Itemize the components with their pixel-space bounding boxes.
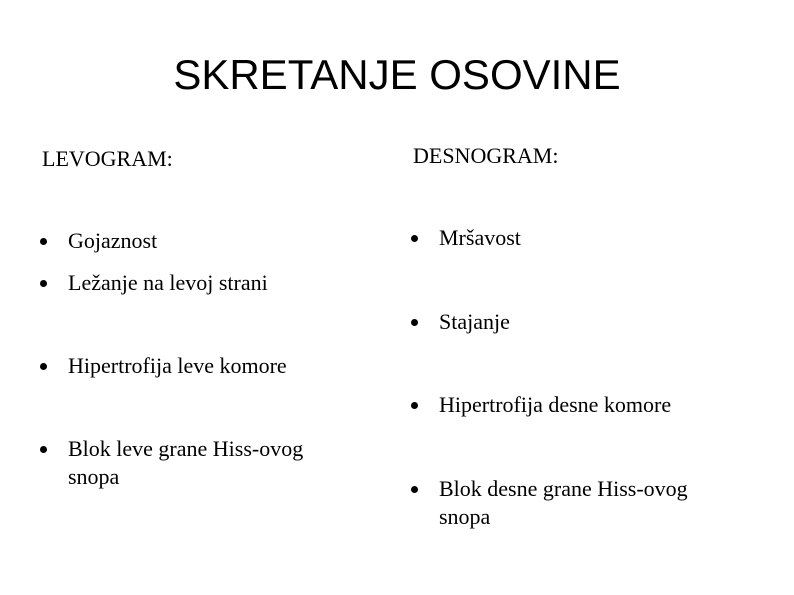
bullet-dot-icon: [411, 402, 418, 409]
left-bullet-text: Gojaznost: [68, 228, 158, 253]
right-bullet-text: Blok desne grane Hiss-ovog snopa: [439, 476, 688, 529]
right-column-heading: DESNOGRAM:: [413, 143, 559, 168]
left-column-heading: LEVOGRAM:: [42, 146, 173, 171]
bullet-dot-icon: [411, 235, 418, 242]
left-bullet-item: [40, 269, 268, 297]
left-bullet-text: Blok leve grane Hiss-ovog snopa: [68, 436, 304, 489]
left-bullet-text: Ležanje na levoj strani: [68, 270, 268, 295]
bullet-dot-icon: [411, 319, 418, 326]
left-bullet-item: [40, 352, 287, 380]
bullet-dot-icon: [40, 363, 47, 370]
right-bullet-text: Hipertrofija desne komore: [439, 392, 672, 417]
right-bullet-item: [411, 308, 510, 336]
right-bullet-item: [411, 475, 729, 531]
bullet-dot-icon: [40, 280, 47, 287]
bullet-dot-icon: [40, 446, 47, 453]
slide-title: SKRETANJE OSOVINE: [173, 51, 621, 98]
right-bullet-text: Stajanje: [439, 309, 510, 334]
bullet-dot-icon: [40, 238, 47, 245]
right-bullet-text: Mršavost: [439, 225, 521, 250]
right-bullet-item: [411, 224, 521, 252]
right-bullet-item: [411, 391, 671, 419]
left-bullet-text: Hipertrofija leve komore: [68, 353, 287, 378]
bullet-dot-icon: [411, 486, 418, 493]
left-bullet-item: [40, 227, 157, 255]
left-bullet-item: [40, 435, 338, 491]
